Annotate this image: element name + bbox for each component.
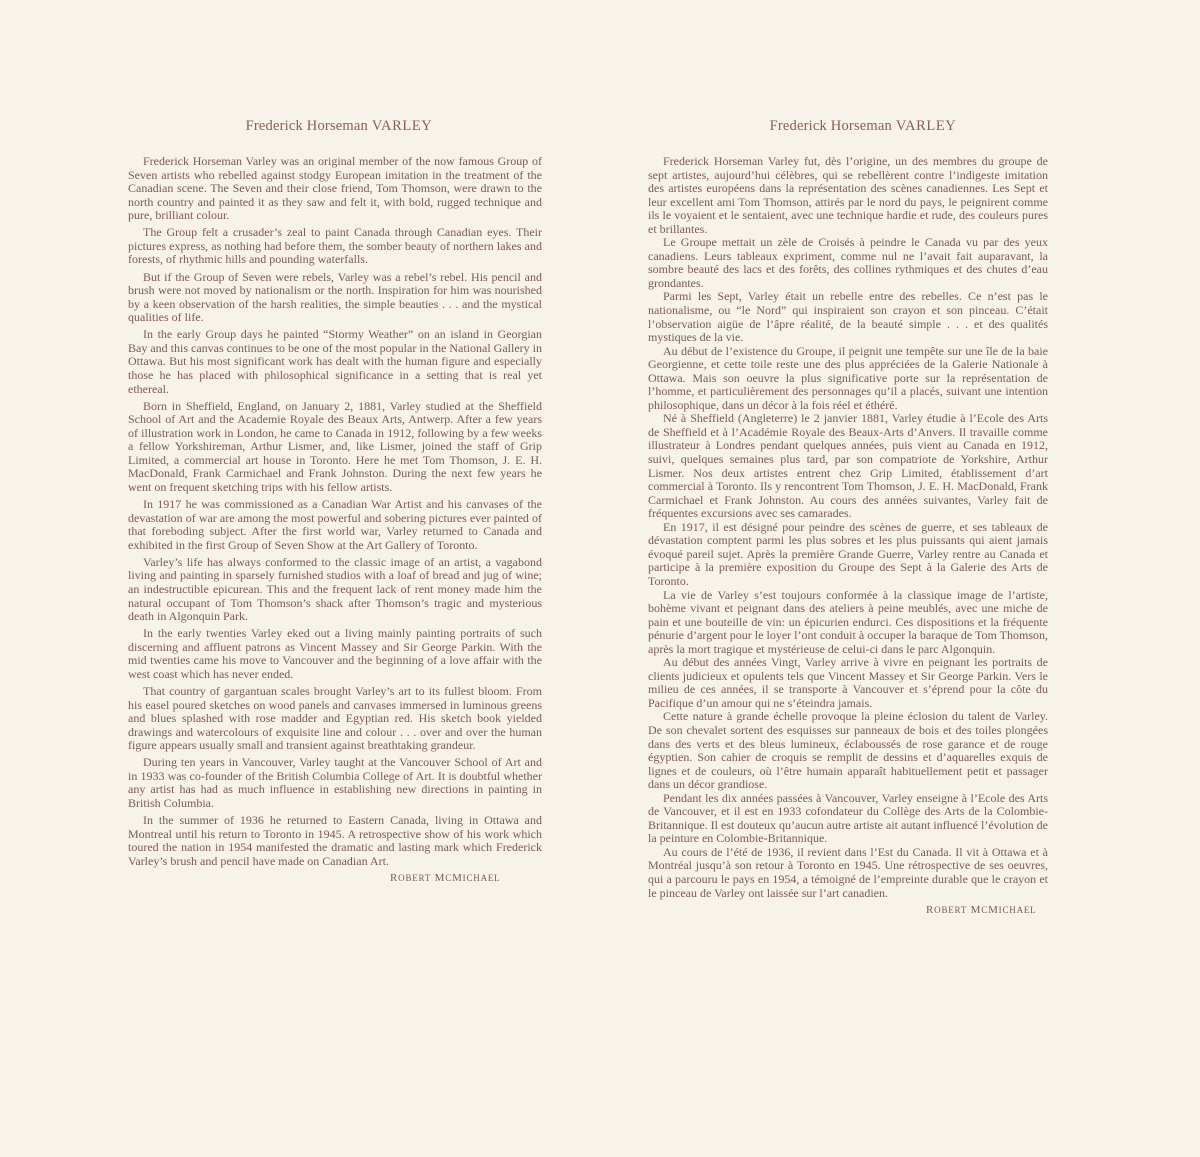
french-title (648, 118, 1048, 135)
french-paragraph-11: Au cours de l’été de 1936, il revient dans l’Est du Canada. Il vit à Ottawa et à Montréal jusqu’à son retour à Toronto en 1945. Une rétrospective de ses oeuvres, qui a parcouru le pays en 1954, a témoigné de l’empreinte durable que le crayon et le pinceau de Varley ont laissée sur l’art canadien. (648, 844, 1048, 900)
english-paragraph-7: Varley’s life has always conformed to the classic image of an artist, a vagabond living and painting in sparsely furnished studios with a loaf of bread and jug of wine; an indestructible epicurean. This and the frequent lack of rent money made him the natural occupant of Tom Thomson’s shack after Thomson’s tragic and mysterious death in Algonquin Park. (128, 554, 542, 624)
english-paragraph-1: Frederick Horseman Varley was an original member of the now famous Group of Seven artists who rebelled against stodgy European imitation in the treatment of the Canadian scene. The Seven and their close friend, Tom Thomson, were drawn to the north country and painted it as they saw and felt it, with bold, rugged technique and pure, brilliant colour. (128, 154, 542, 223)
english-paragraph-11: In the summer of 1936 he returned to Eastern Canada, living in Ottawa and Montreal until his return to Toronto in 1945. A retrospective show of his work which toured the nation in 1954 manifested the dramatic and lasting mark which Frederick Varley’s brush and pencil have made on Canadian Art. (128, 813, 542, 868)
french-title-surname: VARLEY (895, 118, 957, 134)
french-paragraph-1: Frederick Horseman Varley fut, dès l’origine, un des membres du groupe de sept artistes, aujourd’hui célèbres, qui se rebellèrent contre l’indigeste imitation des artistes européens dans la représentation des scènes canadiennes. Les Sept et leur excellent ami Tom Thomson, attirés par le nord du pays, le peignirent comme ils le voyaient et le sentaient, avec une technique hardie et rude, des couleurs pures et brillantes. (648, 154, 1048, 236)
english-signature: ROBERT MCMICHAEL (390, 871, 501, 884)
french-paragraph-6: En 1917, il est désigné pour peindre des scènes de guerre, et ses tableaux de dévastation comptent parmi les plus sobres et les plus puissants qui aient jamais évoqué pareil sujet. Après la première Grande Guerre, Varley rentre au Canada et participe à la première exposition du Groupe des Sept à la Galerie des Arts de Toronto. (648, 519, 1048, 588)
french-paragraph-3: Parmi les Sept, Varley était un rebelle entre des rebelles. Ce n’est pas le nationalisme, ou “le Nord” qui inspiraient son crayon et son pinceau. C’était l’observation aigüe de l’âpre réalité, de la beauté simple . . . et des qualités mystiques de la vie. (648, 289, 1048, 345)
french-paragraph-7: La vie de Varley s’est toujours conformée à la classique image de l’artiste, bohème vivant et peignant dans des ateliers à peine meublés, avec une miche de pain et une bouteille de vin: un épicurien endurci. Ces dispositions et la fréquente pénurie d’argent pour le loyer l’ont conduit à occuper la baraque de Tom Thomson, après la mort tragique et mystérieuse de celui-ci dans le parc Algonquin. (648, 587, 1048, 656)
french-column (648, 118, 1048, 916)
french-signature: ROBERT MCMICHAEL (926, 904, 1037, 917)
english-paragraph-8: In the early twenties Varley eked out a living mainly painting portraits of such discerning and affluent patrons as Vincent Massey and Sir George Parkin. With the mid twenties came his move to Vancouver and the beginning of a love affair with the west coast which has never ended. (128, 626, 542, 681)
french-paragraph-8: Au début des années Vingt, Varley arrive à vivre en peignant les portraits de clients judicieux et opulents tels que Vincent Massey et Sir George Parkin. Vers le milieu de ces années, il se transporte à Vancouver et s’éprend pour la côte du Pacifique d’un amour qui ne s’éteindra jamais. (648, 655, 1048, 710)
french-paragraph-5: Né à Sheffield (Angleterre) le 2 janvier 1881, Varley étudie à l’Ecole des Arts de Sheffield et à l’Académie Royale des Beaux-Arts d’Anvers. Il travaille comme illustrateur à Londres pendant quelques années, puis vient au Canada en 1912, suivi, quelques semaines plus tard, par son compatriote de Yorkshire, Arthur Lismer. Nos deux artistes entrent chez Grip Limited, établissement d’art commercial à Toronto. Ils y rencontrent Tom Thomson, J. E. H. MacDonald, Frank Carmichael et Frank Johnston. Au cours des années suivantes, Varley fait de fréquentes excursions avec ses camarades. (648, 411, 1048, 521)
english-paragraph-2: The Group felt a crusader’s zeal to paint Canada through Canadian eyes. Their pictures express, as nothing had before them, the somber beauty of northern lakes and forests, of rhythmic hills and pounding waterfalls. (128, 225, 542, 267)
french-paragraph-9: Cette nature à grande échelle provoque la pleine éclosion du talent de Varley. De son chevalet sortent des esquisses sur panneaux de bois et des toiles plongées dans des verts et des bleus lumineux, éclaboussés de rose garance et de rouge égyptien. Son cahier de croquis se remplit de dessins et d’aquarelles exquis de lignes et de couleurs, où l’être humain apparaît habituellement petit et passager dans un décor grandiose. (648, 709, 1048, 792)
english-paragraph-9: That country of gargantuan scales brought Varley’s art to its fullest bloom. From his easel poured sketches on wood panels and canvases immersed in luminous greens and blues splashed with rose madder and Egyptian red. His sketch book yielded drawings and watercolours of exquisite line and colour . . . over and over the human figure appears usually small and transient against breathtaking grandeur. (128, 683, 542, 753)
english-paragraph-6: In 1917 he was commissioned as a Canadian War Artist and his canvases of the devastation of war are among the most powerful and sobering pictures ever painted of that foreboding subject. After the first world war, Varley returned to Canada and exhibited in the first Group of Seven Show at the Art Gallery of Toronto. (128, 497, 542, 552)
english-column (128, 118, 542, 884)
english-paragraph-3: But if the Group of Seven were rebels, Varley was a rebel’s rebel. His pencil and brush were not moved by nationalism or the north. Inspiration for him was nourished by a keen observation of the harsh realities, the simple beauties . . . and the mystical qualities of life. (128, 269, 542, 325)
english-title-name: Frederick Horseman (245, 118, 369, 134)
french-title-name: Frederick Horseman (769, 118, 893, 134)
english-paragraph-10: During ten years in Vancouver, Varley taught at the Vancouver School of Art and in 1933 was co-founder of the British Columbia College of Art. It is doubtful whether any artist has had as much influence in establishing new directions in painting in British Columbia. (128, 755, 542, 810)
english-paragraph-4: In the early Group days he painted “Stormy Weather” on an island in Georgian Bay and this canvas continues to be one of the most popular in the National Gallery in Ottawa. But his most significant work has dealt with the human figure and especially those he has placed with philosophical significance in a setting that is real yet ethereal. (128, 327, 542, 396)
french-paragraph-2: Le Groupe mettait un zèle de Croisés à peindre le Canada vu par des yeux canadiens. Leurs tableaux expriment, comme nul ne l’avait fait auparavant, la sombre beauté des lacs et des forêts, des collines rythmiques et des chutes d’eau grondantes. (648, 235, 1048, 290)
english-title (128, 118, 542, 135)
english-paragraph-5: Born in Sheffield, England, on January 2, 1881, Varley studied at the Sheffield School of Art and the Academie Royale des Beaux Arts, Antwerp. After a few years of illustration work in London, he came to Canada in 1912, following by a few weeks a fellow Yorkshireman, Arthur Lismer, and, like Lismer, joined the staff of Grip Limited, a commercial art house in Toronto. Here he met Tom Thomson, J. E. H. MacDonald, Frank Carmichael and Frank Johnston. During the next few years he went on frequent sketching trips with his fellow artists. (128, 398, 542, 494)
english-title-surname: VARLEY (371, 118, 433, 134)
french-paragraph-4: Au début de l’existence du Groupe, il peignit une tempête sur une île de la baie Georgienne, et cette toile reste une des plus appréciées de la Galerie Nationale à Ottawa. Mais son oeuvre la plus significative porte sur la représentation de l’homme, et particulièrement des personnages qu’il a placés, suivant une intention philosophique, dans un décor à la fois réel et éthéré. (648, 343, 1048, 412)
french-paragraph-10: Pendant les dix années passées à Vancouver, Varley enseigne à l’Ecole des Arts de Vancouver, et il est en 1933 cofondateur du Collège des Arts de la Colombie-Britannique. Il est douteux qu’aucun autre artiste ait autant influencé l’évolution de la peinture en Colombie-Britannique. (648, 790, 1048, 846)
